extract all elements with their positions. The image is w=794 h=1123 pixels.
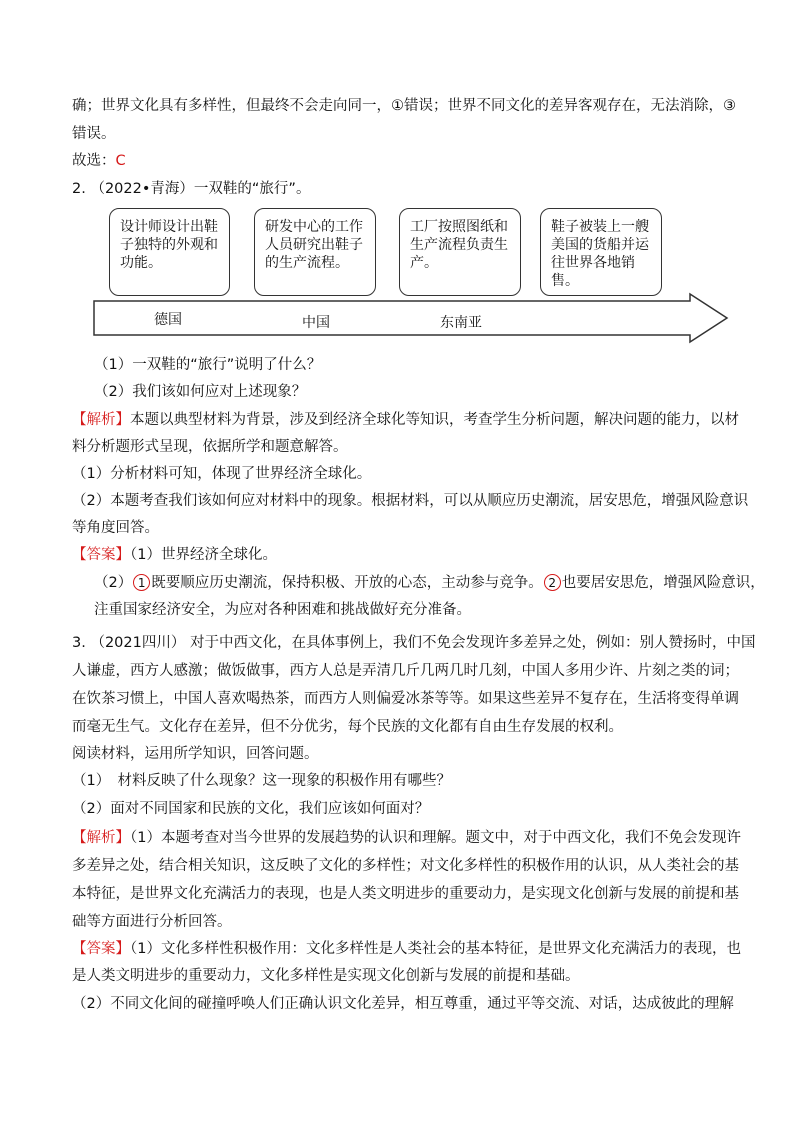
- q2-analysis-line1: [72, 410, 739, 430]
- q2-answer-line2: [94, 573, 765, 593]
- circled-number-1: 1: [133, 574, 150, 591]
- q2-analysis-p1: （1）分析材料可知，体现了世界经济全球化。: [72, 466, 372, 482]
- q3-analysis-line3: 本特征，是世界文化充满活力的表现，也是人类文明进步的重要动力，是实现文化创新与发展的前提和基: [72, 886, 739, 902]
- q2-analysis-line2: 料分析题形式呈现，依据所学和题意解答。: [72, 439, 348, 455]
- q3-material-line4: 而毫无生气。文化存在差异，但不分优劣，每个民族的文化都有自由生存发展的权利。: [72, 719, 623, 735]
- q2-sub2: （2）我们该如何应对上述现象？: [94, 384, 307, 400]
- q2-answer-2-part2: 也要居安思危，增强风险意识，: [561, 575, 765, 591]
- place-southeast-asia: 东南亚: [440, 315, 482, 331]
- diagram-box-shipping: 鞋子被装上一艘美国的货船并运往世界各地销售。: [540, 208, 662, 296]
- q3-material-line2: 人谦虚，西方人感激；做饭做事，西方人总是弄清几斤几两几时几刻，中国人多用少许、片刻之类的词；: [72, 663, 739, 679]
- q2-analysis-p2-line2: 等角度回答。: [72, 520, 159, 536]
- q2-answer-1: （1）世界经济全球化。: [130, 547, 277, 563]
- q2-answer-label: 【答案】: [72, 547, 130, 563]
- place-germany: 德国: [154, 312, 182, 328]
- q2-header: [72, 179, 310, 199]
- q2-answer-2-prefix: （2）: [94, 575, 133, 591]
- q2-analysis-p2-line1: （2）本题考查我们该如何应对材料中的现象。根据材料，可以从顺应历史潮流，居安思危，增强风险意识: [72, 493, 749, 509]
- place-china: 中国: [302, 315, 330, 331]
- answer-continuation-line1: 确；世界文化具有多样性，但最终不会走向同一，①错误；世界不同文化的差异客观存在，无法消除，③: [72, 98, 736, 114]
- q2-title: 一双鞋的“旅行”。: [193, 181, 311, 197]
- q3-material-line3: 在饮茶习惯上，中国人喜欢喝热茶，而西方人则偏爱冰茶等等。如果这些差异不复存在，生活将变得单调: [72, 691, 739, 707]
- q2-answer-line3: 注重国家经济安全，为应对各种困难和挑战做好充分准备。: [94, 602, 471, 618]
- q3-answer-line3: （2）不同文化间的碰撞呼唤人们正确认识文化差异，相互尊重，通过平等交流、对话，达成彼此的理解: [72, 996, 734, 1012]
- q2-sub1: （1）一双鞋的“旅行”说明了什么？: [94, 357, 322, 373]
- q3-material-text1: 对于中西文化，在具体事例上，我们不免会发现许多差异之处，例如：别人赞扬时，中国: [189, 635, 756, 651]
- q2-answer-line1: [72, 545, 277, 565]
- q3-answer-line2: 是人类文明进步的重要动力，文化多样性是实现文化创新与发展的前提和基础。: [72, 968, 580, 984]
- choice-line: [72, 151, 126, 171]
- q2-analysis-label: 【解析】: [72, 412, 130, 428]
- q3-material-line1: [72, 633, 755, 653]
- diagram-box-design: 设计师设计出鞋子独特的外观和功能。: [109, 208, 230, 296]
- shoe-journey-diagram: [92, 206, 732, 346]
- q2-source: （2022•青海）: [90, 181, 194, 197]
- q3-instruction: 阅读材料，运用所学知识，回答问题。: [72, 746, 319, 762]
- q3-sub1: （1） 材料反映了什么现象？这一现象的积极作用有哪些？: [72, 773, 451, 789]
- q3-sub2: （2）面对不同国家和民族的文化，我们应该如何面对？: [72, 801, 430, 817]
- circled-number-2: 2: [544, 574, 561, 591]
- q3-analysis-text1: （1）本题考查对当今世界的发展趋势的认识和理解。题文中，对于中西文化，我们不免会发现许: [130, 830, 741, 846]
- q3-answer-line1: [72, 939, 741, 959]
- choice-label: 故选：: [72, 153, 116, 169]
- choice-value: C: [115, 153, 126, 169]
- q3-analysis-label: 【解析】: [72, 830, 130, 846]
- diagram-box-research: 研发中心的工作人员研究出鞋子的生产流程。: [254, 208, 376, 296]
- q3-number: 3.: [72, 635, 86, 651]
- diagram-box-factory: 工厂按照图纸和生产流程负责生产。: [399, 208, 521, 296]
- q3-analysis-line2: 多差异之处，结合相关知识，这反映了文化的多样性；对文化多样性的积极作用的认识，从人类社会的基: [72, 858, 739, 874]
- q3-source: （2021四川）: [90, 635, 186, 651]
- answer-continuation-line2: 错误。: [72, 126, 116, 142]
- q2-analysis-text1: 本题以典型材料为背景，涉及到经济全球化等知识，考查学生分析问题，解决问题的能力，以材: [130, 412, 739, 428]
- q3-analysis-line4: 础等方面进行分析回答。: [72, 914, 232, 930]
- q3-answer-text1: （1）文化多样性积极作用：文化多样性是人类社会的基本特征，是世界文化充满活力的表现，也: [130, 941, 741, 957]
- q2-answer-2-part1: 既要顺应历史潮流，保持积极、开放的心态，主动参与竞争。: [151, 575, 543, 591]
- q3-answer-label: 【答案】: [72, 941, 130, 957]
- q3-analysis-line1: [72, 828, 741, 848]
- q2-number: 2.: [72, 181, 86, 197]
